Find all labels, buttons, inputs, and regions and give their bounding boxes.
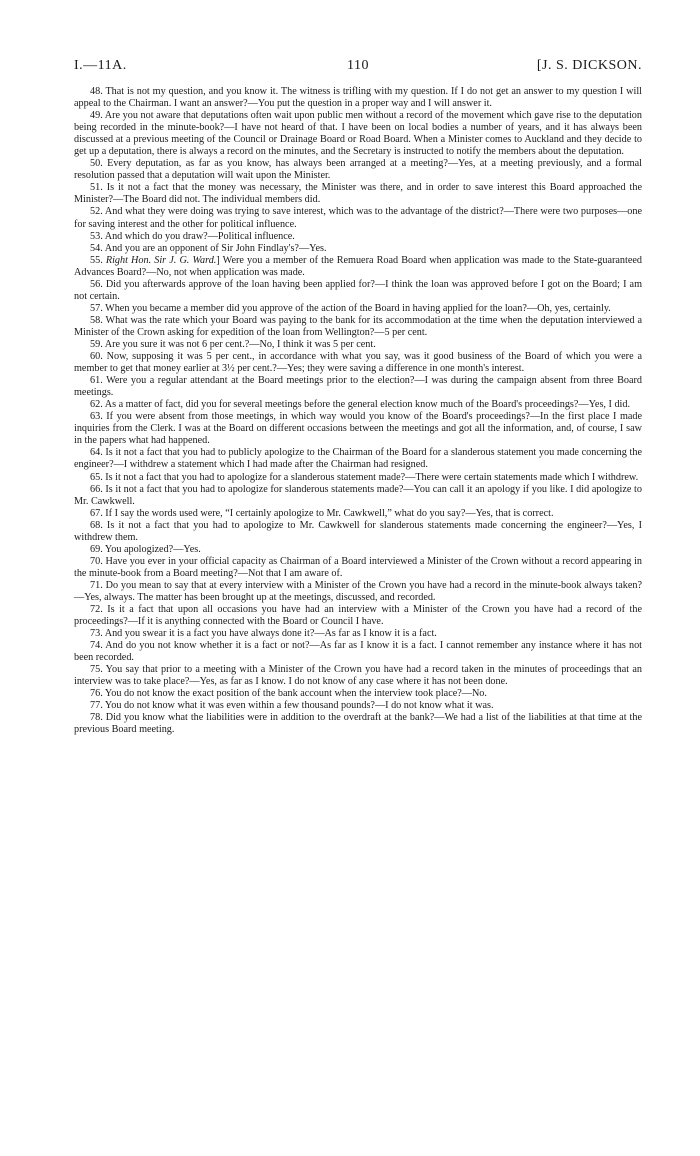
question-58: 58. What was the rate which your Board was paying to the bank for its accommodation at the time when the deputation interviewed a Minister of the Crown asking for expedition of the loan from Wellington?—5 per cent. xyxy=(74,314,642,338)
question-54: 54. And you are an opponent of Sir John Findlay's?—Yes. xyxy=(90,242,327,254)
question-63: 63. If you were absent from those meetings, in which way would you know of the Board's proceedings?—In the first place I made inquiries from the Clerk. I was at the Board on different occasions between the meetings and got all the information, and, of course, I saw in the papers what had happened. xyxy=(74,411,642,447)
header-paper-reference: I.—11A. xyxy=(74,58,127,73)
page-header xyxy=(74,58,642,80)
question-71: 71. Do you mean to say that at every interview with a Minister of the Crown you have had a record in the minute-book always taken?—Yes, always. The matter has been brought up at the meetings, discussed, and recorded. xyxy=(74,579,642,603)
question-66: 66. Is it not a fact that you had to apologize for slanderous statements made?—You can call it an apology if you like. I did apologize to Mr. Cawkwell. xyxy=(74,483,642,507)
question-60: 60. Now, supposing it was 5 per cent., in accordance with what you say, was it good business of the Board of which you were a member to get that money earlier at 3½ per cent.?—Yes; they were saving a difference in one month's interest. xyxy=(74,351,642,375)
question-72: 72. Is it a fact that upon all occasions you have had an interview with a Minister of the Crown you have had a record of the proceedings?—If it is anything connected with the Board or Council I have. xyxy=(74,604,642,628)
question-65: 65. Is it not a fact that you had to apologize for a slanderous statement made?—There were certain statements made which I withdrew. xyxy=(90,471,639,483)
evidence-text xyxy=(74,86,642,737)
header-witness-name: [J. S. DICKSON. xyxy=(536,58,642,73)
question-64: 64. Is it not a fact that you had to publicly apologize to the Chairman of the Board for a slanderous statement you made concerning the engineer?—I withdrew a statement which I had made after the Chairman had resigned. xyxy=(74,447,642,471)
question-69: 69. You apologized?—Yes. xyxy=(90,543,201,555)
page-number: 110 xyxy=(347,58,369,73)
question-55: 55. Right Hon. Sir J. G. Ward.] Were you a member of the Remuera Road Board when application was made to the State-guaranteed Advances Board?—No, not when application was made. xyxy=(74,254,642,278)
question-50: 50. Every deputation, as far as you know, has always been arranged at a meeting?—Yes, at a meeting previously, and a formal resolution passed that a deputation will wait upon the Minister. xyxy=(74,158,642,182)
question-75: 75. You say that prior to a meeting with a Minister of the Crown you have had a record taken in the minutes of proceedings that an interview was to take place?—Yes, as far as I know. I do not know of any case where it has not been done. xyxy=(74,664,642,688)
question-78: 78. Did you know what the liabilities were in addition to the overdraft at the bank?—We had a list of the liabilities at that time at the previous Board meeting. xyxy=(74,712,642,736)
question-77: 77. You do not know what it was even within a few thousand pounds?—I do not know what it was. xyxy=(90,700,494,712)
question-67: 67. If I say the words used were, “I certainly apologize to Mr. Cawkwell,” what do you say?—Yes, that is correct. xyxy=(90,507,554,519)
question-56: 56. Did you afterwards approve of the loan having been applied for?—I think the loan was approved before I got on the Board; I am not certain. xyxy=(74,278,642,302)
question-76: 76. You do not know the exact position of the bank account when the interview took place?—No. xyxy=(90,688,487,700)
question-61: 61. Were you a regular attendant at the Board meetings prior to the election?—I was during the campaign absent from three Board meetings. xyxy=(74,375,642,399)
question-68: 68. Is it not a fact that you had to apologize to Mr. Cawkwell for slanderous statements made concerning the engineer?—Yes, I withdrew them. xyxy=(74,519,642,543)
speaker-attribution: Right Hon. Sir J. G. Ward. xyxy=(105,254,217,266)
document-page xyxy=(74,58,642,737)
question-53: 53. And which do you draw?—Political influence. xyxy=(90,230,295,242)
question-70: 70. Have you ever in your official capacity as Chairman of a Board interviewed a Minister of the Crown without a record appearing in the minute-book from a Board meeting?—Not that I am aware of. xyxy=(74,555,642,579)
question-62: 62. As a matter of fact, did you for several meetings before the general election know much of the Board's proceedings?—Yes, I did. xyxy=(90,399,631,411)
question-59: 59. Are you sure it was not 6 per cent.?—No, I think it was 5 per cent. xyxy=(90,338,376,350)
question-52: 52. And what they were doing was trying to save interest, which was to the advantage of the district?—There were two purposes—one for saving interest and the other for political influence. xyxy=(74,206,642,230)
question-73: 73. And you swear it is a fact you have always done it?—As far as I know it is a fact. xyxy=(90,628,437,640)
question-49: 49. Are you not aware that deputations often wait upon public men without a record of the movement which gave rise to the deputation being recorded in the minute-book?—I have not heard of that. I have been on local bodies a number of years, and it has always been discussed at a previous meeting of the Council or Drainage Board or Road Board. When a Minister comes to Auckland and they decide to get up a deputation, there is always a record on the minutes, and the Secretary is instructed to notify the members about the deputation. xyxy=(74,110,642,158)
question-57: 57. When you became a member did you approve of the action of the Board in having applied for the loan?—Oh, yes, certainly. xyxy=(90,302,611,314)
question-74: 74. And do you not know whether it is a fact or not?—As far as I know it is a fact. I cannot remember any instance where it has not been recorded. xyxy=(74,640,642,664)
question-48: 48. That is not my question, and you know it. The witness is trifling with my question. If I do not get an answer to my question I will appeal to the Chairman. I want an answer?—You put the question in a proper way and I will answer it. xyxy=(74,86,642,110)
question-51: 51. Is it not a fact that the money was necessary, the Minister was there, and in order to save interest this Board approached the Minister?—The Board did not. The individual members did. xyxy=(74,182,642,206)
